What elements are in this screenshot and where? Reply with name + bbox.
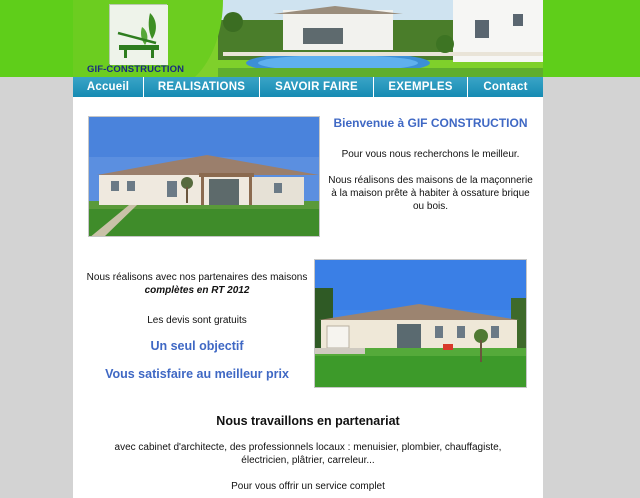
offer-intro-emphasis: complètes en RT 2012	[144, 285, 250, 296]
welcome-title: Bienvenue à GIF CONSTRUCTION	[333, 116, 528, 130]
welcome-section	[328, 116, 533, 213]
offer-intro-text: Nous réalisons avec nos partenaires des maisons	[86, 272, 308, 283]
welcome-line-2: Nous réalisons des maisons de la maçonnerie à la maison prête à habiter à ossature brique ou bois.	[328, 175, 533, 212]
nav-item-exemples[interactable]: EXEMPLES	[374, 77, 468, 97]
site-header	[73, 0, 543, 77]
nav-item-contact[interactable]: Contact	[483, 81, 528, 93]
brand-name[interactable]: GIF-CONSTRUCTION	[87, 64, 185, 75]
offer-section	[83, 271, 311, 381]
partners-text: avec cabinet d'architecte, des professionnels locaux : menuisier, plombier, chauffagiste, électricien, plâtrier, carreleur...	[114, 442, 502, 466]
house-photo-2-image	[315, 260, 527, 388]
house-photo-2	[314, 259, 527, 388]
partners-footer: Pour vous offrir un service complet	[231, 481, 385, 492]
partners-title: Nous travaillons en partenariat	[216, 414, 400, 428]
nav-item-savoir-faire[interactable]: SAVOIR FAIRE	[260, 77, 374, 97]
house-photo-1	[88, 116, 320, 237]
offer-objective: Un seul objectif	[150, 339, 244, 353]
nav-item-accueil[interactable]: Accueil	[73, 77, 144, 97]
welcome-line-1: Pour vous nous recherchons le meilleur.	[341, 149, 520, 160]
logo-image[interactable]	[109, 4, 167, 64]
nav-item-realisations[interactable]: REALISATIONS	[144, 77, 260, 97]
main-nav	[73, 77, 543, 97]
page-container	[73, 0, 543, 498]
offer-quotes: Les devis sont gratuits	[147, 315, 247, 326]
house-photo-1-image	[89, 117, 320, 237]
logo-icon	[110, 5, 168, 65]
offer-slogan: Vous satisfaire au meilleur prix	[105, 367, 289, 381]
partners-section	[93, 414, 523, 493]
offer-intro	[83, 271, 311, 297]
